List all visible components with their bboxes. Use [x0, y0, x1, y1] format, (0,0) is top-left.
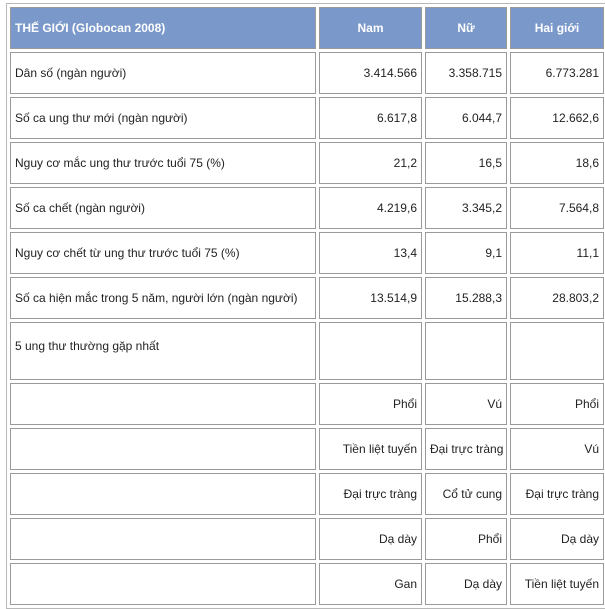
female-cancer: Vú	[425, 383, 507, 425]
top-cancers-label: 5 ung thư thường gặp nhất	[10, 322, 316, 380]
male-value: 4.219,6	[319, 187, 422, 229]
both-value: 7.564,8	[510, 187, 604, 229]
female-cancer: Cổ tử cung	[425, 473, 507, 515]
both-cancer: Tiền liệt tuyến	[510, 563, 604, 605]
female-value: 9,1	[425, 232, 507, 274]
empty-cell	[10, 518, 316, 560]
table-row	[10, 473, 604, 515]
female-value: 3.345,2	[425, 187, 507, 229]
empty-cell	[10, 563, 316, 605]
row-label: Nguy cơ chết từ ung thư trước tuổi 75 (%)	[10, 232, 316, 274]
table-row	[10, 428, 604, 470]
header-world-label: THẾ GIỚI (Globocan 2008)	[10, 7, 316, 49]
male-value: 13.514,9	[319, 277, 422, 319]
row-label: Số ca ung thư mới (ngàn người)	[10, 97, 316, 139]
female-value: 15.288,3	[425, 277, 507, 319]
both-value: 11,1	[510, 232, 604, 274]
female-value: 3.358.715	[425, 52, 507, 94]
female-value: 6.044,7	[425, 97, 507, 139]
row-label: Dân số (ngàn người)	[10, 52, 316, 94]
header-both: Hai giới	[510, 7, 604, 49]
male-value: 6.617,8	[319, 97, 422, 139]
top-cancers-heading-row	[10, 322, 604, 380]
male-cancer: Tiền liệt tuyến	[319, 428, 422, 470]
female-cancer: Đại trực tràng	[425, 428, 507, 470]
both-value: 18,6	[510, 142, 604, 184]
male-value: 3.414.566	[319, 52, 422, 94]
empty-cell	[510, 322, 604, 380]
both-cancer: Vú	[510, 428, 604, 470]
empty-cell	[10, 383, 316, 425]
row-label: Nguy cơ mắc ung thư trước tuổi 75 (%)	[10, 142, 316, 184]
header-male: Nam	[319, 7, 422, 49]
header-row	[10, 7, 604, 49]
row-label: Số ca chết (ngàn người)	[10, 187, 316, 229]
row-label: Số ca hiện mắc trong 5 năm, người lớn (ngàn người)	[10, 277, 316, 319]
table-row	[10, 52, 604, 94]
male-cancer: Dạ dày	[319, 518, 422, 560]
empty-cell	[319, 322, 422, 380]
both-cancer: Đại trực tràng	[510, 473, 604, 515]
female-cancer: Dạ dày	[425, 563, 507, 605]
both-cancer: Dạ dày	[510, 518, 604, 560]
table-row	[10, 97, 604, 139]
male-value: 13,4	[319, 232, 422, 274]
table-row	[10, 232, 604, 274]
table-row	[10, 277, 604, 319]
table-row	[10, 383, 604, 425]
male-cancer: Đại trực tràng	[319, 473, 422, 515]
both-value: 6.773.281	[510, 52, 604, 94]
both-value: 12.662,6	[510, 97, 604, 139]
male-cancer: Phổi	[319, 383, 422, 425]
table-row	[10, 142, 604, 184]
both-cancer: Phổi	[510, 383, 604, 425]
table-row	[10, 563, 604, 605]
female-cancer: Phổi	[425, 518, 507, 560]
table-row	[10, 518, 604, 560]
male-cancer: Gan	[319, 563, 422, 605]
empty-cell	[10, 428, 316, 470]
header-female: Nữ	[425, 7, 507, 49]
table-row	[10, 187, 604, 229]
both-value: 28.803,2	[510, 277, 604, 319]
male-value: 21,2	[319, 142, 422, 184]
globocan-table	[6, 3, 605, 609]
empty-cell	[10, 473, 316, 515]
empty-cell	[425, 322, 507, 380]
female-value: 16,5	[425, 142, 507, 184]
